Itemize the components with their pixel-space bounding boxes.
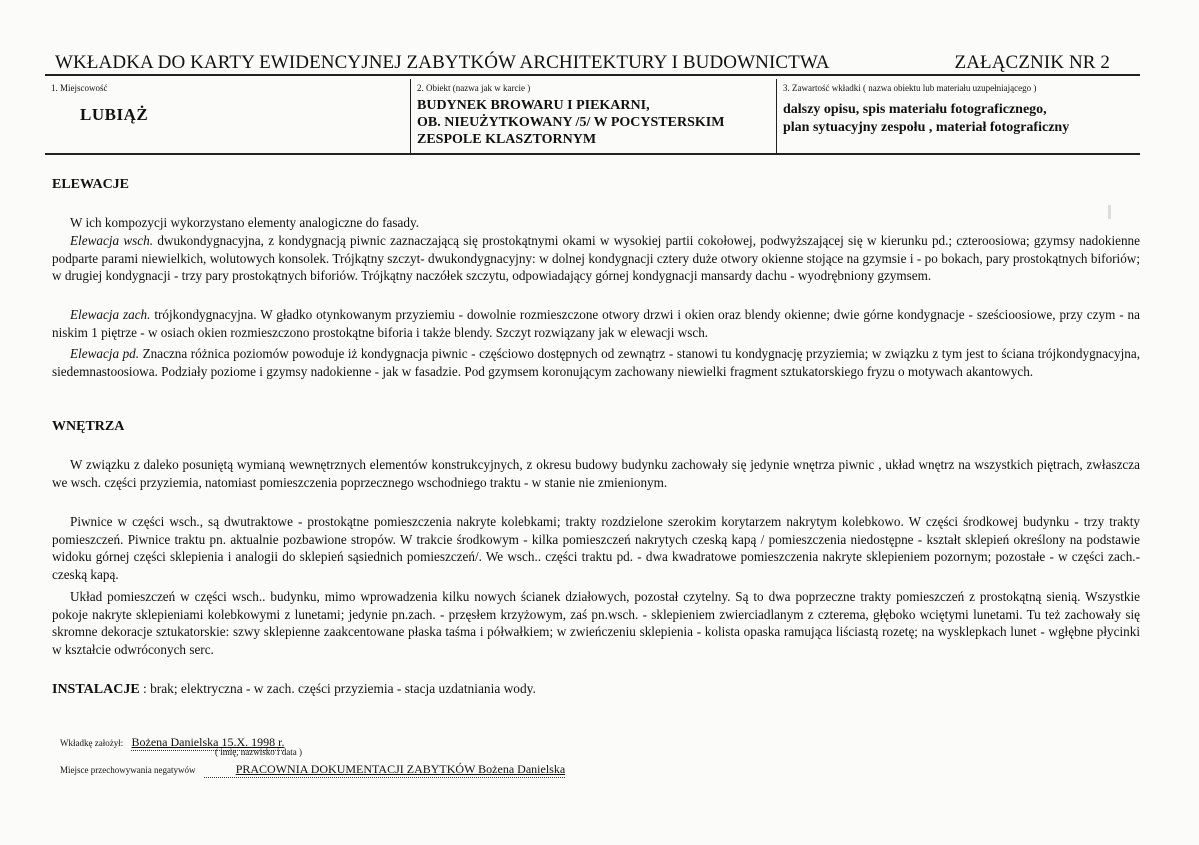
interiors-heading: WNĘTRZA <box>52 419 125 434</box>
header-table <box>45 79 1140 155</box>
elevation-east-label: Elewacja wsch. <box>70 233 154 248</box>
author-label: Wkładkę założył: <box>60 738 124 748</box>
installations-line: INSTALACJE : brak; elektryczna - w zach. części przyziemia - stacja uzdatniania wody. <box>52 681 536 697</box>
author-hint: ( imię, nazwisko i data ) <box>215 747 302 757</box>
content-label: 3. Zawartość wkładki ( nazwa obiektu lub materiału uzupełniającego ) <box>783 83 1037 93</box>
negatives-value: PRACOWNIA DOKUMENTACJI ZABYTKÓW Bożena Danielska <box>235 762 566 776</box>
elevations-heading: ELEWACJE <box>52 177 130 192</box>
object-value <box>417 97 724 148</box>
content-line: plan sytuacyjny zespołu , materiał fotograficzny <box>783 120 1070 135</box>
attachment-number: ZAŁĄCZNIK NR 2 <box>954 52 1110 73</box>
elevation-south-label: Elewacja pd. <box>70 346 140 361</box>
negatives-label: Miejsce przechowywania negatywów <box>60 765 196 775</box>
object-line: OB. NIEUŻYTKOWANY /5/ W POCYSTERSKIM <box>417 115 725 130</box>
elevation-south-paragraph: Elewacja pd. Znaczna różnica poziomów powoduje iż kondygnacja piwnic - częściowo dostępnych od zewnątrz - stanowi tu kondygnację przyziemia; w związku z tym jest to ściana trójkondygnacyjna, siedemnastoosiowa. Podziały poziome i gzymsy nadokienne - jak w fasadzie. Pod gzymsem koronującym zachowany niewielki fragment sztukatorskiego fryzu o motywach akantowych. <box>52 346 1140 379</box>
content-value <box>783 101 1069 137</box>
interiors-paragraph-2: Piwnice w części wsch., są dwutraktowe - prostokątne pomieszczenia nakryte kolebkami; trakty rozdzielone szerokim korytarzem nakrytym kolebkowo. W części środkowej budynku - trzy trakty pomieszczeń. Piwnice traktu pn. aktualnie pozbawione stropów. W trakcie środkowym - kilka pomieszczeń nakrytych czeską kapą / pomieszczenia niedostępne - kształt sklepień określony na podstawie widoku górnej części sklepienia i analogii do sklepień sąsiednich pomieszczeń/. We wsch.. części traktu pd. - dwa kwadratowe pomieszczenia nakryte sklepieniem pozornym; pozostałe - w części zach.- czeską kapą. <box>52 514 1140 582</box>
elevation-east-paragraph: Elewacja wsch. dwukondygnacyjna, z kondygnacją piwnic zaznaczającą się prostokątnymi okami w wysokiej partii cokołowej, podwyższającej się w kierunku pd.; czteroosiowa; gzymsy nadokienne podparte parami niewielkich, wolutowych konsolek. Trójkątny szczyt- dwukondygnacyjny: w dolnej kondygnacji cztery duże otwory okienne stojące na gzymsie i - po bokach, pary prostokątnych biforiów; w drugiej kondygnacji - trzy pary prostokątnych biforiów. Trójkątny naczółek szczytu, odpowiadający górnej kondygnacji mansardy dachu - wyodrębniony gzymsem. <box>52 233 1141 284</box>
interiors-paragraph-3: Układ pomieszczeń w części wsch.. budynku, mimo wprowadzenia kilku nowych ścianek działowych, pozostał czytelny. Są to dwa poprzeczne trakty pomieszczeń z prostokątną sienią. Wszystkie pokoje nakryte sklepieniami kolebkowymi z lunetami; jedynie pn.zach. - przęsłem krzyżowym, zaś pn.wsch. - sklepieniem zwierciadlanym z czterema, głęboko wciętymi lunetami. Tu też zachowały się skromne dekoracje sztukatorskie: szwy sklepienne zaakcentowane płaska taśma i półwałkiem; w zwieńczeniu sklepienia - kolista opaska ramująca liściastą rozetę; na wysklepkach lunet - wgłębne płycinki w kształcie odwróconych serc. <box>52 589 1140 657</box>
scan-artifact <box>1108 205 1111 219</box>
locality-cell <box>45 79 410 153</box>
author-value: Bożena Danielska 15.X. 1998 r. <box>131 735 285 749</box>
elevation-west-paragraph: Elewacja zach. trójkondygnacyjna. W gładko otynkowanym przyziemiu - dowolnie rozmieszczone otwory drzwi i okien oraz blendy okienne; dwie górne kondygnacje - sześcioosiowe, przy czym - na niskim 1 piętrze - w osiach okien rozmieszczono prostokątne biforia i także blendy. Szczyt rozwiązany jak w elewacji wsch. <box>52 307 1140 340</box>
content-line: dalszy opisu, spis materiału fotograficznego, <box>783 102 1047 117</box>
object-cell <box>410 79 776 153</box>
document-title: WKŁADKA DO KARTY EWIDENCYJNEJ ZABYTKÓW ARCHITEKTURY I BUDOWNICTWA <box>55 52 830 73</box>
object-line: ZESPOLE KLASZTORNYM <box>417 132 597 147</box>
title-bar <box>45 52 1140 76</box>
locality-label: 1. Miejscowość <box>51 83 108 93</box>
elevation-west-label: Elewacja zach. <box>70 307 151 322</box>
object-line: BUDYNEK BROWARU I PIEKARNI, <box>417 98 650 113</box>
locality-value: LUBIĄŻ <box>80 105 149 124</box>
elevations-intro: W ich kompozycji wykorzystano elementy analogiczne do fasady. <box>70 215 419 230</box>
installations-label: INSTALACJE <box>52 682 140 697</box>
content-cell <box>776 79 1141 153</box>
author-line <box>60 735 302 757</box>
object-label: 2. Obiekt (nazwa jak w karcie ) <box>417 83 531 93</box>
negatives-line <box>60 762 565 778</box>
interiors-paragraph-1: W związku z daleko posuniętą wymianą wewnętrznych elementów konstrukcyjnych, z okresu budowy budynku zachowały się jedynie wnętrza piwnic , układ wnętrz na wszystkich piętrach, zwłaszcza we wsch. części przyziemia, natomiast pomieszczenia poprzecznego wschodniego traktu - w stanie nie zmienionym. <box>52 457 1140 490</box>
